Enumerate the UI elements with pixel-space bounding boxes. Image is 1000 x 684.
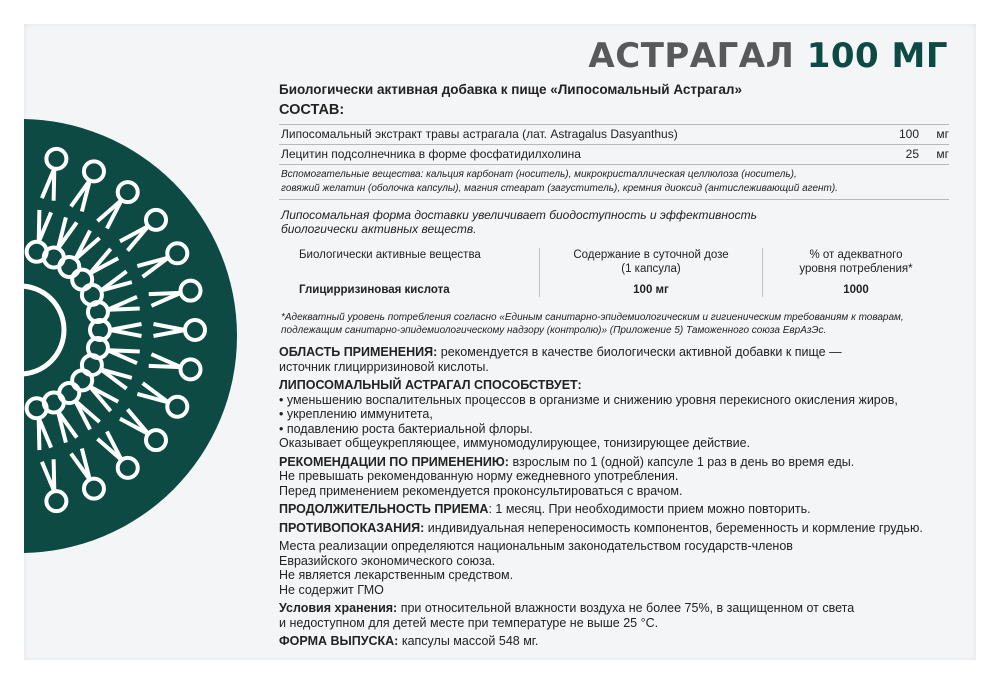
column-header: Биологически активные вещества [299, 249, 481, 261]
contraindications-section [279, 521, 949, 536]
column-header: Содержание в суточной дозе [573, 249, 729, 261]
section-label: ОБЛАСТЬ ПРИМЕНЕНИЯ: [279, 345, 438, 359]
list-item: • уменьшению воспалительных процессов в организме и снижению уровня перекисного окисления жиров, [279, 392, 898, 407]
label-content [279, 82, 949, 652]
ingredient-amount: 100 [898, 127, 919, 141]
list-item: • подавлению роста бактериальной флоры. [279, 421, 533, 436]
section-text: Перед применением рекомендуется проконсультироваться с врачом. [279, 483, 683, 498]
section-text: Евразийского экономического союза. [279, 553, 496, 568]
section-text: индивидуальная непереносимость компонентов, беременность и кормление грудью. [424, 520, 923, 535]
percent-column [763, 248, 949, 297]
liposomal-note [281, 208, 949, 236]
title-main: АСТРАГАЛ [588, 36, 795, 76]
note-line: биологически активных веществ. [281, 222, 477, 236]
column-header: уровня потребления* [799, 263, 913, 275]
ingredient-unit: мг [936, 127, 949, 141]
auxiliary-line: Вспомогательные вещества: кальция карбонат (носитель), микрокристаллическая целлюлоза (носитель), [281, 169, 797, 180]
footnote-line: подлежащим санитарно-эпидемиологическому надзору (контролю)» (Приложение 5) Таможенного союза ЕврАзЭс. [281, 325, 827, 336]
application-section [279, 345, 949, 374]
ingredient-name: Липосомальный экстракт травы астрагала (лат. Astragalus Dasyanthus) [281, 127, 678, 141]
composition-table [279, 124, 949, 200]
usage-section [279, 455, 949, 499]
table-row [279, 125, 949, 145]
product-subtitle: Биологически активная добавка к пище «Липосомальный Астрагал» [279, 82, 742, 97]
substance-name: Глицирризиновая кислота [299, 284, 450, 296]
legal-section [279, 539, 949, 597]
footnote-line: *Адекватный уровень потребления согласно «Единым санитарно-эпидемиологическим и гигиеническим требованиям к товарам, [281, 312, 904, 323]
storage-section [279, 601, 949, 630]
note-line: Липосомальная форма доставки увеличивает биодоступность и эффективность [281, 208, 757, 222]
section-text: и недоступном для детей месте при температуре не выше 25 °С. [279, 615, 659, 630]
release-form-section [279, 634, 949, 649]
substance-column [279, 248, 539, 297]
product-title [588, 36, 948, 76]
ingredient-amount: 25 [905, 147, 919, 161]
list-item: • укреплению иммунитета, [279, 407, 433, 421]
ingredient-unit: мг [936, 147, 949, 161]
section-label: ФОРМА ВЫПУСКА: [279, 634, 399, 648]
section-text: : 1 месяц. При необходимости прием можно повторить. [488, 502, 811, 516]
section-text: рекомендуется в качестве биологически активной добавки к пище — [437, 345, 842, 359]
auxiliary-line: говяжий желатин (оболочка капсулы), магния стеарат (загуститель), кремния диоксид (антислеживающий агент). [281, 183, 838, 194]
column-header: % от адекватного [809, 249, 903, 261]
section-text: Места реализации определяются национальным законодательством государств-членов [279, 539, 793, 553]
section-text: при относительной влажности воздуха не более 75%, в защищенном от света [397, 601, 855, 615]
section-label: РЕКОМЕНДАЦИИ ПО ПРИМЕНЕНИЮ: [279, 454, 509, 469]
ingredient-name: Лецитин подсолнечника в форме фосфатидилхолина [281, 147, 581, 161]
composition-heading: СОСТАВ: [279, 102, 345, 118]
section-label: Условия хранения: [279, 601, 398, 615]
section-text: источник глицирризиновой кислоты. [279, 359, 489, 374]
section-text: Не является лекарственным средством. [279, 568, 514, 582]
section-label: ПРОДОЛЖИТЕЛЬНОСТЬ ПРИЕМА [279, 502, 489, 516]
active-substances-table [279, 248, 949, 301]
title-dose: 100 МГ [806, 36, 948, 76]
section-text: Оказывает общеукрепляющее, иммуномодулирующее, тонизирующее действие. [279, 436, 751, 450]
dose-column [539, 248, 763, 297]
section-label: ЛИПОСОМАЛЬНЫЙ АСТРАГАЛ СПОСОБСТВУЕТ: [279, 378, 582, 392]
benefits-section [279, 378, 949, 451]
auxiliary-substances [279, 165, 949, 200]
table-row [279, 145, 949, 165]
section-text: капсулы массой 548 мг. [398, 634, 539, 648]
product-label-panel [24, 24, 976, 660]
section-text: Не содержит ГМО [279, 582, 384, 597]
substance-percent: 1000 [843, 284, 869, 296]
section-text: взрослым по 1 (одной) капсуле 1 раз в день во время еды. [508, 454, 855, 469]
liposome-icon [24, 24, 264, 584]
section-text: Не превышать рекомендованную норму ежедневного употребления. [279, 469, 679, 483]
duration-section [279, 502, 949, 517]
footnote [281, 311, 949, 337]
substance-dose: 100 мг [633, 284, 669, 296]
section-label: ПРОТИВОПОКАЗАНИЯ: [279, 520, 425, 535]
column-header: (1 капсула) [621, 263, 681, 275]
